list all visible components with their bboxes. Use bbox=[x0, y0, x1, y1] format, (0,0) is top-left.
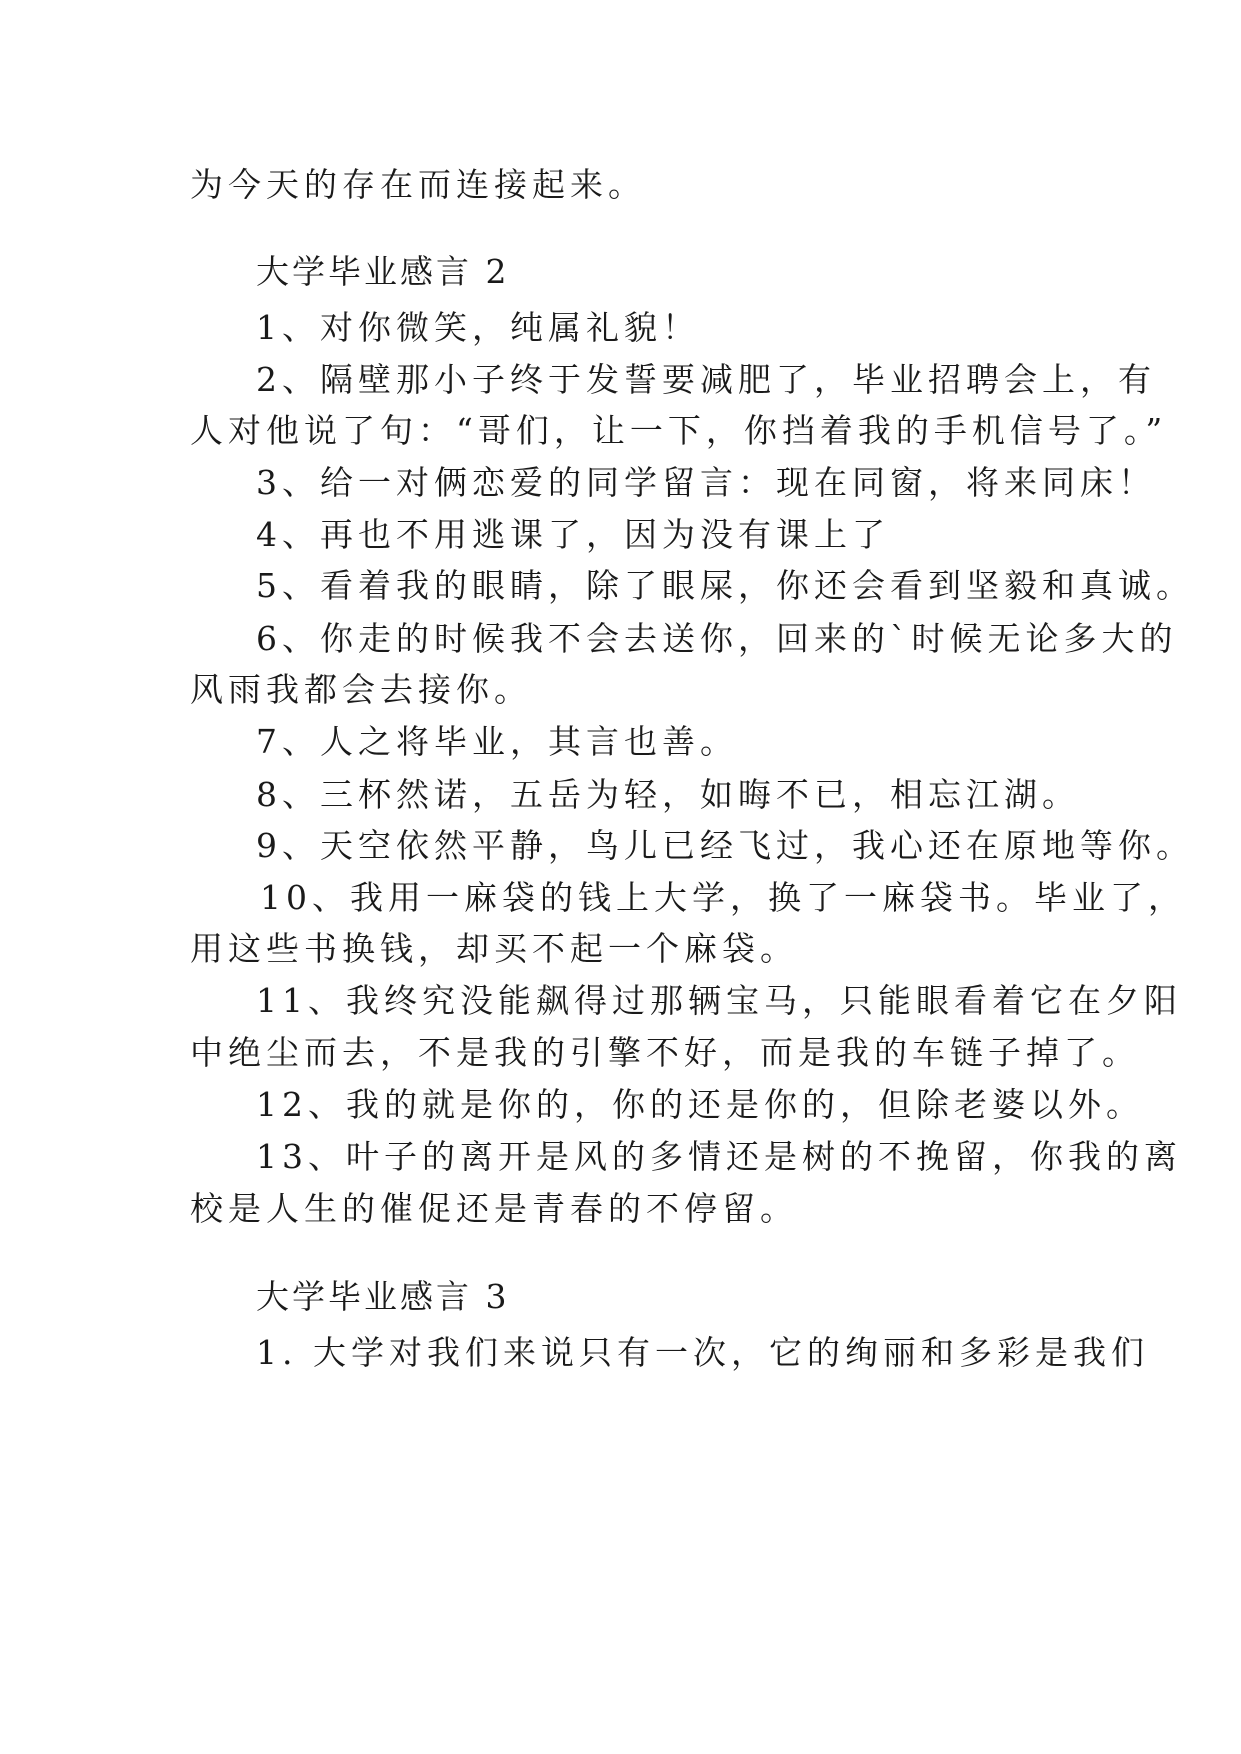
list-item: 1. 大学对我们来说只有一次，它的绚丽和多彩是我们 bbox=[256, 1333, 1149, 1372]
list-item: 6、你走的时候我不会去送你，回来的`时候无论多大的 bbox=[256, 619, 1178, 658]
list-item: 4、再也不用逃课了，因为没有课上了 bbox=[256, 515, 890, 554]
paragraph-continuation: 为今天的存在而连接起来。 bbox=[190, 165, 646, 204]
list-item: 10、我用一麻袋的钱上大学，换了一麻袋书。毕业了， bbox=[260, 878, 1186, 917]
list-item: 7、人之将毕业，其言也善。 bbox=[256, 722, 738, 761]
list-item: 9、天空依然平静，鸟儿已经飞过，我心还在原地等你。 bbox=[256, 826, 1194, 865]
section-heading: 大学毕业感言 2 bbox=[256, 252, 510, 291]
list-item-continuation: 人对他说了句：“哥们，让一下，你挡着我的手机信号了。” bbox=[190, 411, 1168, 450]
section-heading: 大学毕业感言 3 bbox=[256, 1277, 510, 1316]
list-item-continuation: 用这些书换钱，却买不起一个麻袋。 bbox=[190, 929, 798, 968]
list-item: 3、给一对俩恋爱的同学留言：现在同窗，将来同床！ bbox=[256, 463, 1156, 502]
list-item: 11、我终究没能飙得过那辆宝马，只能眼看着它在夕阳 bbox=[256, 981, 1182, 1020]
list-item: 12、我的就是你的，你的还是你的，但除老婆以外。 bbox=[256, 1085, 1144, 1124]
list-item: 5、看着我的眼睛，除了眼屎，你还会看到坚毅和真诚。 bbox=[256, 566, 1194, 605]
list-item-continuation: 风雨我都会去接你。 bbox=[190, 670, 532, 709]
list-item: 2、隔壁那小子终于发誓要减肥了，毕业招聘会上，有 bbox=[256, 360, 1156, 399]
list-item: 1、对你微笑，纯属礼貌！ bbox=[256, 308, 700, 347]
list-item: 13、叶子的离开是风的多情还是树的不挽留，你我的离 bbox=[256, 1137, 1182, 1176]
list-item-continuation: 校是人生的催促还是青春的不停留。 bbox=[190, 1189, 798, 1228]
list-item-continuation: 中绝尘而去，不是我的引擎不好，而是我的车链子掉了。 bbox=[190, 1033, 1140, 1072]
list-item: 8、三杯然诺，五岳为轻，如晦不已，相忘江湖。 bbox=[256, 775, 1080, 814]
